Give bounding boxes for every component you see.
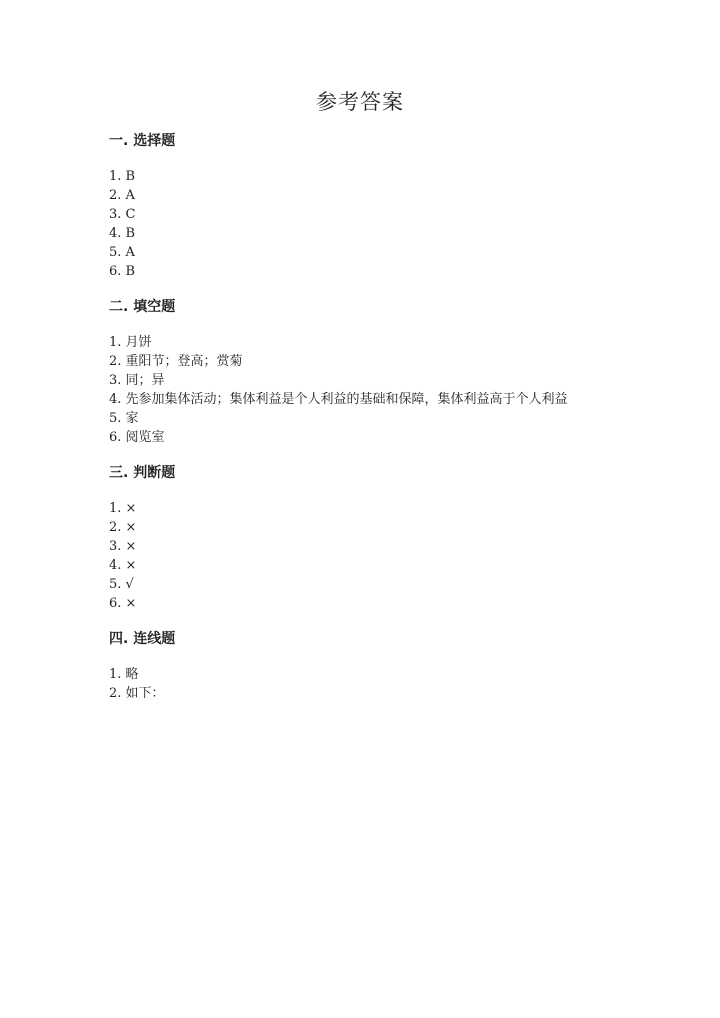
answer-list — [109, 499, 609, 613]
answer-item: 3. 同；异 — [109, 373, 165, 388]
answer-item: 2. 如下： — [109, 686, 165, 701]
section-heading: 三. 判断题 — [109, 465, 176, 481]
answer-item: 6. 阅览室 — [109, 430, 165, 445]
section-matching — [109, 629, 609, 703]
answer-item: 6. × — [109, 596, 137, 611]
answer-item: 5. √ — [109, 577, 134, 592]
answer-item: 4. 先参加集体活动；集体利益是个人利益的基础和保障，集体利益高于个人利益 — [109, 392, 568, 407]
page-title: 参考答案 — [316, 90, 404, 114]
answer-item: 2. × — [109, 520, 137, 535]
answer-item: 1. 月饼 — [109, 335, 152, 350]
answer-item: 4. × — [109, 558, 137, 573]
section-true-false — [109, 463, 609, 613]
answer-item: 2. 重阳节；登高；赏菊 — [109, 354, 243, 369]
answer-list — [109, 665, 609, 703]
answer-item: 1. × — [109, 501, 137, 516]
answer-item: 1. 略 — [109, 667, 139, 682]
answer-item: 1. B — [109, 169, 136, 184]
answer-item: 5. 家 — [109, 411, 139, 426]
answer-item: 4. B — [109, 226, 136, 241]
answer-item: 3. × — [109, 539, 137, 554]
answer-list — [109, 167, 609, 281]
section-multiple-choice — [109, 131, 609, 281]
section-heading: 二. 填空题 — [109, 299, 176, 315]
section-heading: 四. 连线题 — [109, 631, 176, 647]
answer-item: 5. A — [109, 245, 135, 260]
section-heading: 一. 选择题 — [109, 133, 176, 149]
answer-item: 2. A — [109, 188, 135, 203]
answer-content — [109, 131, 609, 719]
answer-item: 3. C — [109, 207, 136, 222]
answer-list — [109, 333, 609, 447]
section-fill-in-blank — [109, 297, 609, 447]
answer-item: 6. B — [109, 264, 136, 279]
